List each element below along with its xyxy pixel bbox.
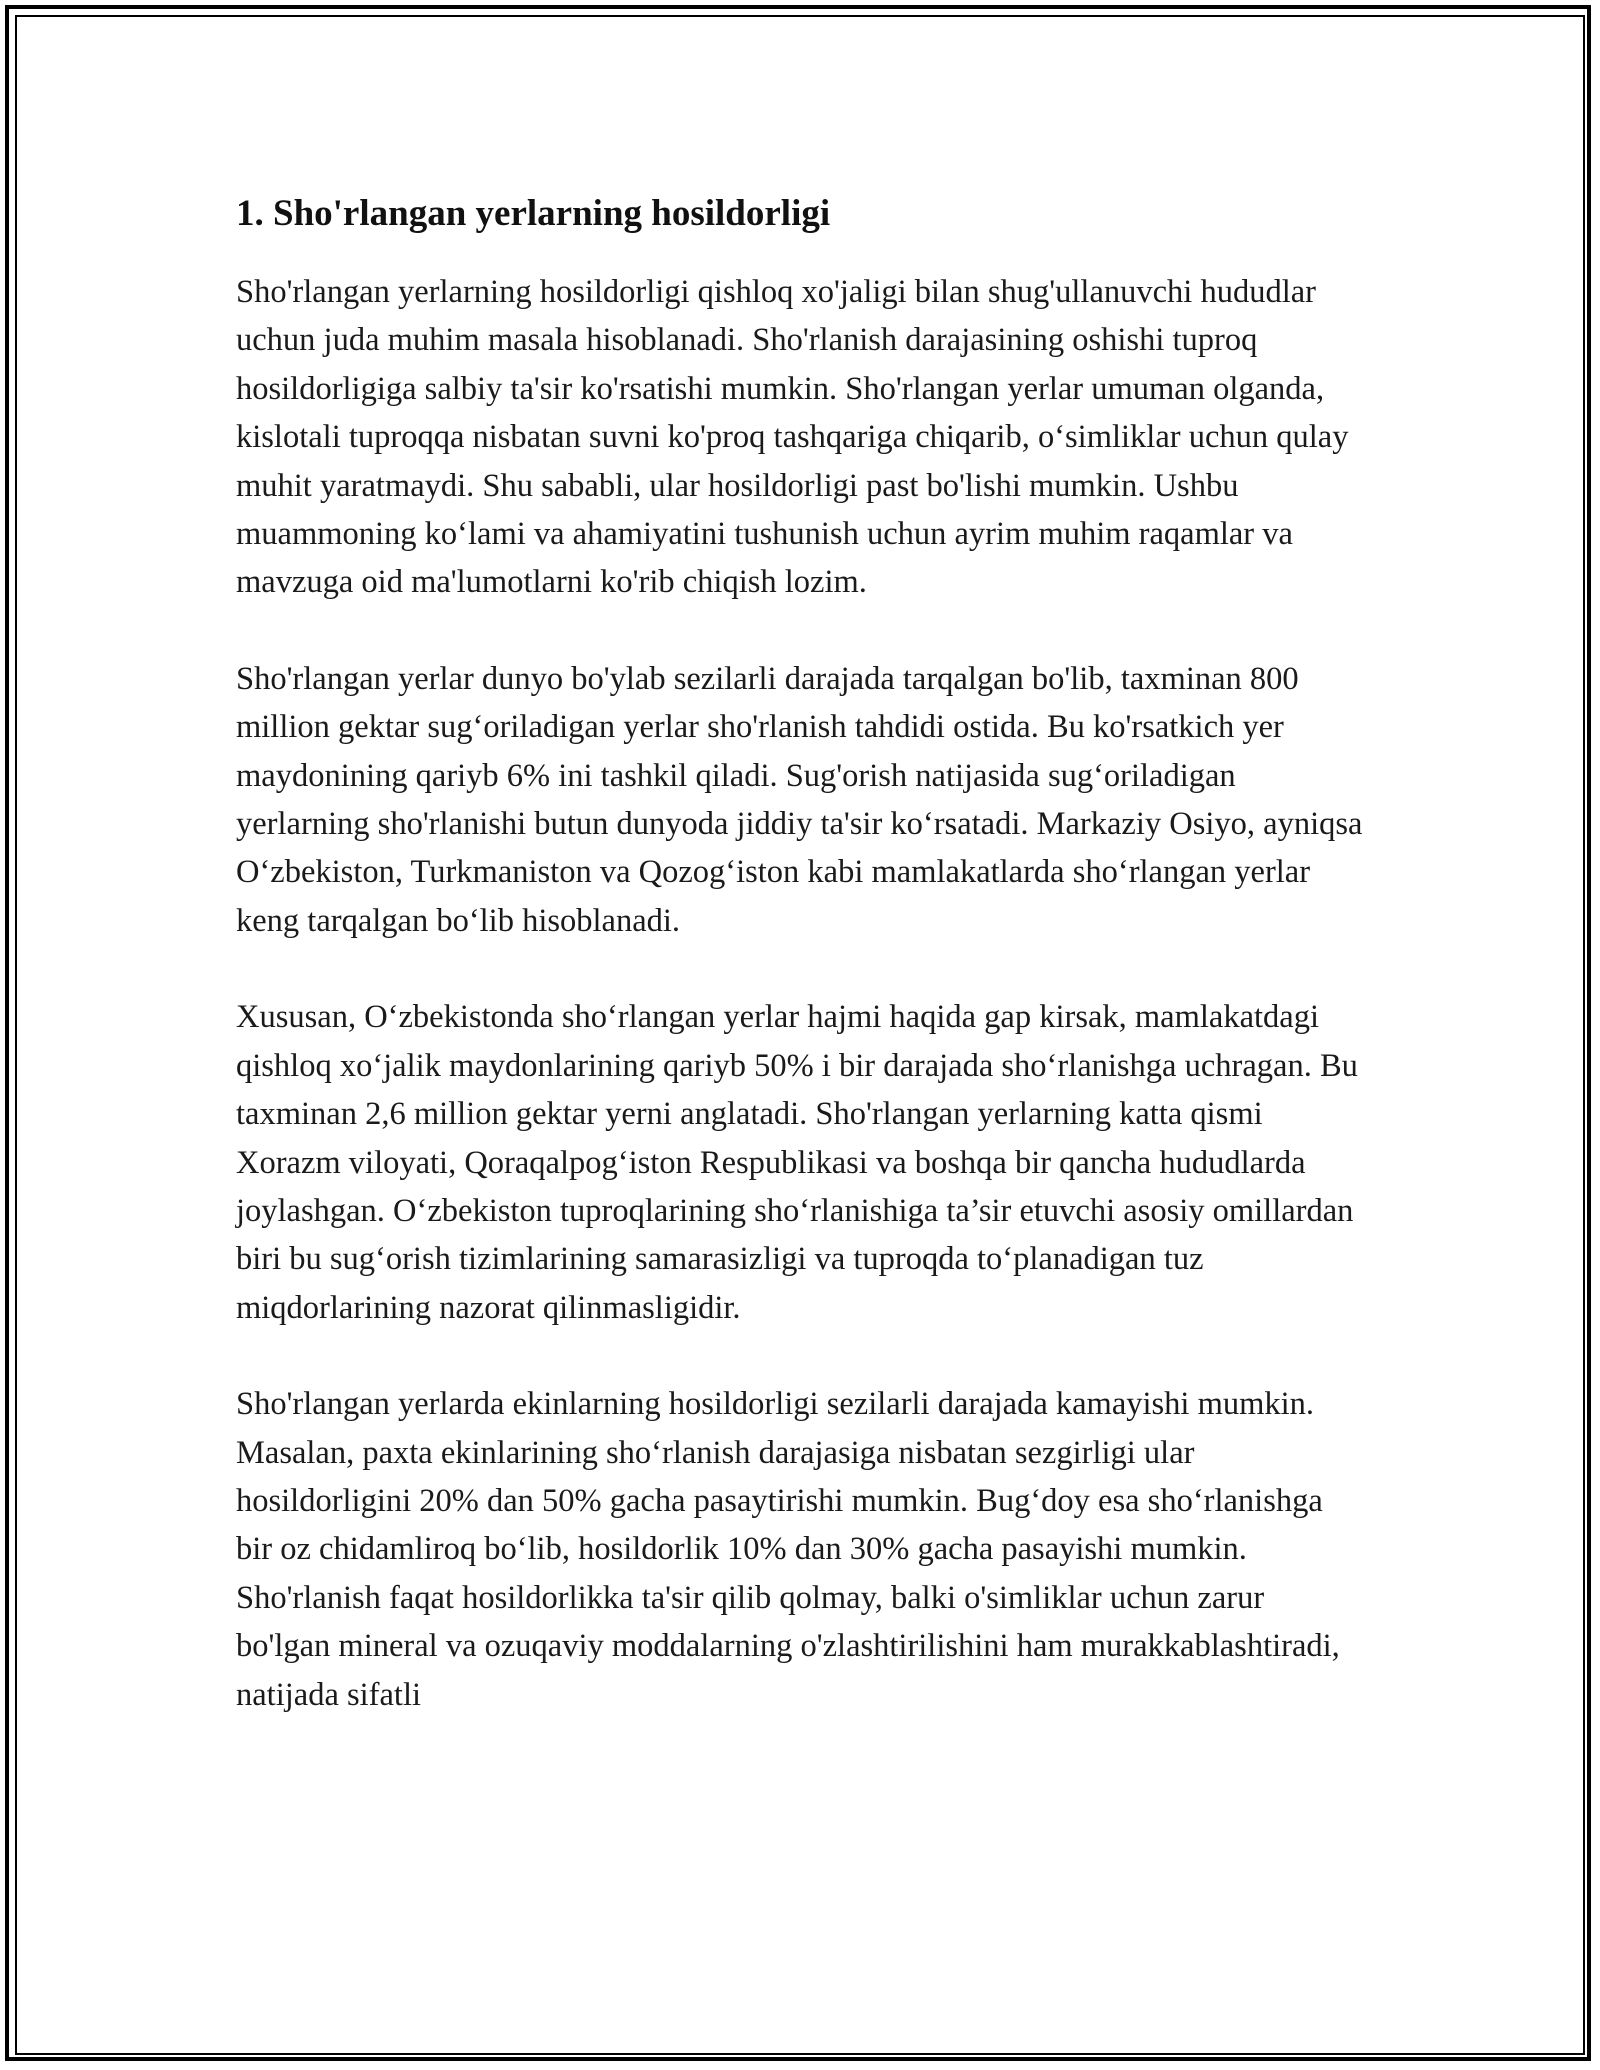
- paragraph-3: Xususan, O‘zbekistonda sho‘rlangan yerlar hajmi haqida gap kirsak, mamlakatdagi qishloq xo‘jalik maydonlarining qariyb 50% i bir darajada sho‘rlanishga uchragan. Bu taxminan 2,6 million gektar yerni anglatadi. Sho'rlangan yerlarning katta qismi Xorazm viloyati, Qoraqalpog‘iston Respublikasi va boshqa bir qancha hududlarda joylashgan. O‘zbekiston tuproqlarining sho‘rlanishiga ta’sir etuvchi asosiy omillardan biri bu sug‘orish tizimlarining samarasizligi va tuproqda to‘planadigan tuz miqdorlarining nazorat qilinmasligidir.: [236, 999, 1358, 1326]
- section-heading: 1. Sho'rlangan yerlarning hosildorligi: [236, 193, 831, 234]
- paragraph-2: Sho'rlangan yerlar dunyo bo'ylab sezilarli darajada tarqalgan bo'lib, taxminan 800 million gektar sug‘oriladigan yerlar sho'rlanish tahdidi ostida. Bu ko'rsatkich yer maydonining qariyb 6% ini tashkil qiladi. Sug'orish natijasida sug‘oriladigan yerlarning sho'rlanishi butun dunyoda jiddiy ta'sir ko‘rsatadi. Markaziy Osiyo, ayniqsa O‘zbekiston, Turkmaniston va Qozog‘iston kabi mamlakatlarda sho‘rlangan yerlar keng tarqalgan bo‘lib hisoblanadi.: [236, 660, 1363, 939]
- paragraph-1: Sho'rlangan yerlarning hosildorligi qishloq xo'jaligi bilan shug'ullanuvchi hududlar uchun juda muhim masala hisoblanadi. Sho'rlanish darajasining oshishi tuproq hosildorligiga salbiy ta'sir ko'rsatishi mumkin. Sho'rlangan yerlar umuman olganda, kislotali tuproqqa nisbatan suvni ko'proq tashqariga chiqarib, o‘simliklar uchun qulay muhit yaratmaydi. Shu sababli, ular hosildorligi past bo'lishi mumkin. Ushbu muammoning ko‘lami va ahamiyatini tushunish uchun ayrim muhim raqamlar va mavzuga oid ma'lumotlarni ko'rib chiqish lozim.: [236, 274, 1349, 601]
- document-body: [236, 186, 1366, 1767]
- paragraph-4: Sho'rlangan yerlarda ekinlarning hosildorligi sezilarli darajada kamayishi mumkin. Masalan, paxta ekinlarining sho‘rlanish darajasiga nisbatan sezgirligi ular hosildorligini 20% dan 50% gacha pasaytirishi mumkin. Bug‘doy esa sho‘rlanishga bir oz chidamliroq bo‘lib, hosildorlik 10% dan 30% gacha pasayishi mumkin. Sho'rlanish faqat hosildorlikka ta'sir qilib qolmay, balki o'simliklar uchun zarur bo'lgan mineral va ozuqaviy moddalarning o'zlashtirilishini ham murakkablashtiradi, natijada sifatli: [236, 1386, 1340, 1713]
